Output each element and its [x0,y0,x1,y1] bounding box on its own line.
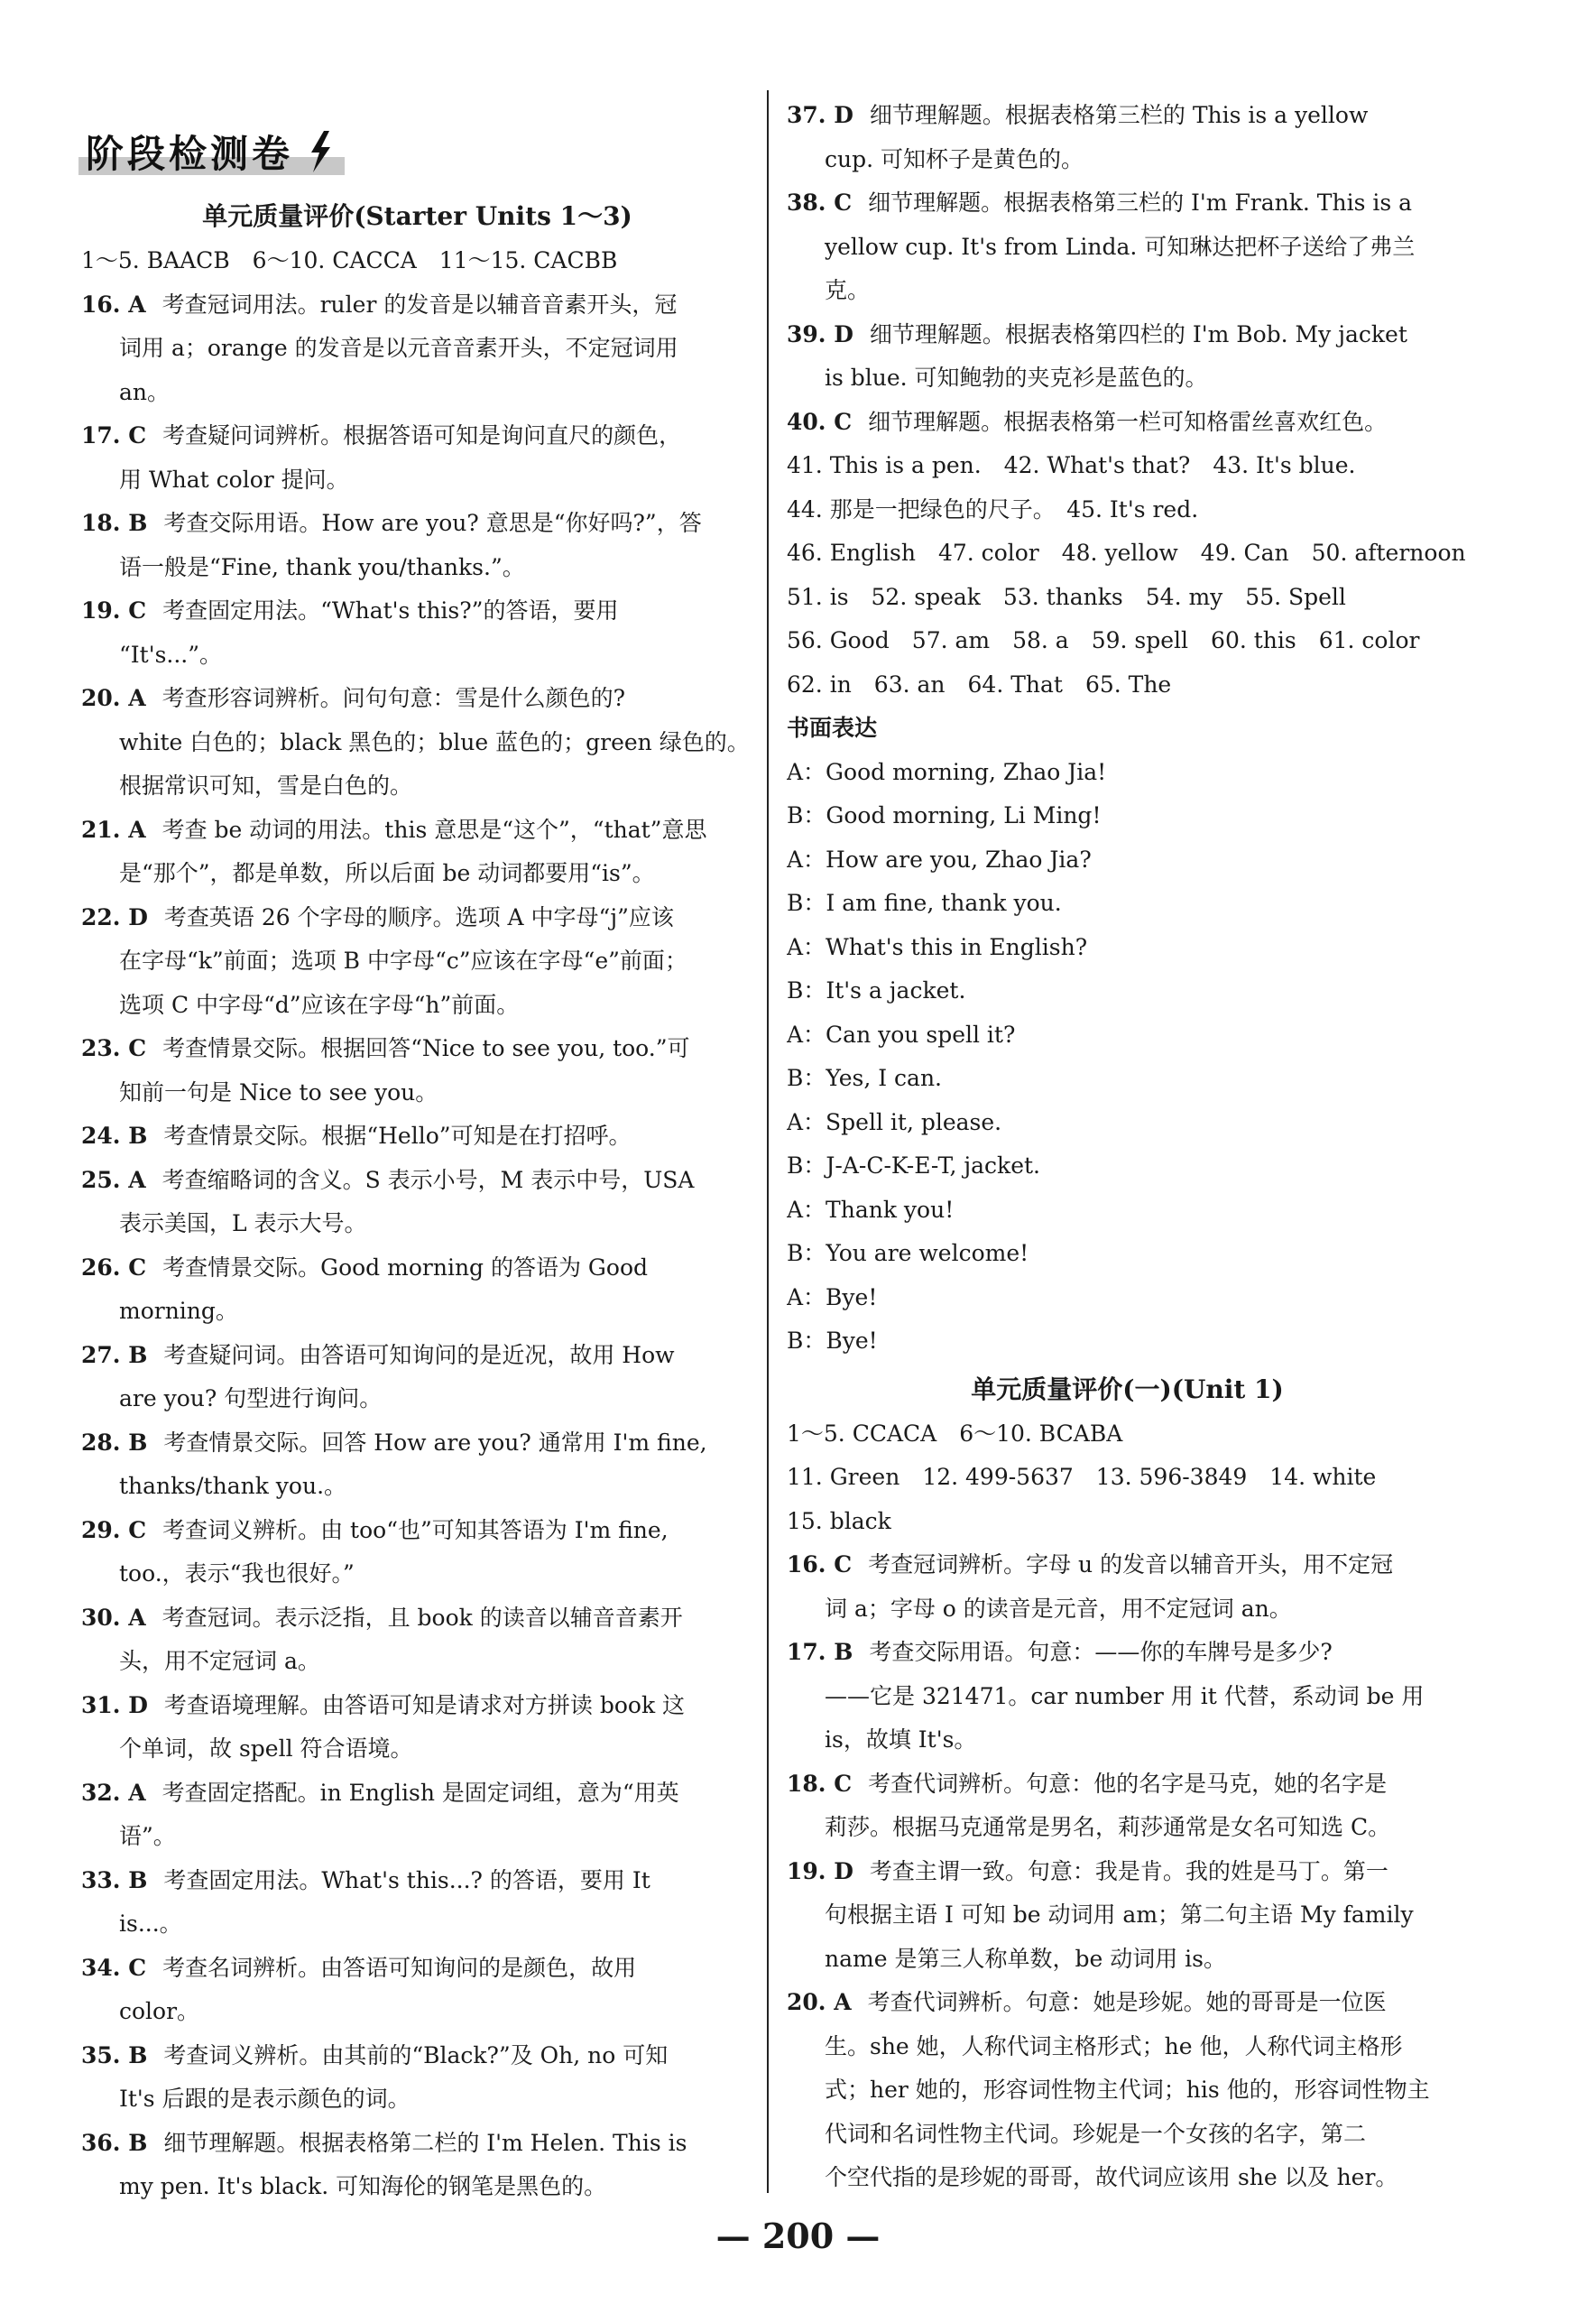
item-number: 24. B [81,1123,148,1149]
item-text: 考查情景交际。根据回答“Nice to see you, too.”可 [162,1035,690,1061]
explanation-item [81,896,753,1028]
item-text: 考查词义辨析。由其前的“Black?”及 Oh, no 可知 [163,2041,669,2068]
item-number: 37. D [787,102,853,128]
item-number: 25. A [81,1166,146,1193]
explanation-first-line [81,1027,753,1071]
item-number: 18. C [787,1770,853,1797]
explanation-first-line [787,94,1468,138]
item-text: 考查形容词辨析。问句句意：雪是什么颜色的? [161,685,626,711]
explanation-first-line [787,401,1468,445]
explanation-line: It's 后跟的是表示颜色的词。 [119,2086,411,2112]
explanation-first-line [81,1509,753,1553]
explanation-first-line [81,2034,753,2078]
dialogue-line: B：J-A-C-K-E-T, jacket. [787,1152,1040,1179]
item-number: 19. D [787,1857,853,1884]
dialogue-line: B：It's a jacket. [787,977,966,1004]
dialogue-line: B：Good morning, Li Ming! [787,802,1102,828]
explanation-line: thanks/thank you.。 [119,1473,347,1499]
explanation-first-line [81,1772,753,1816]
right-explanations-b [787,1543,1468,2200]
item-number: 30. A [81,1604,146,1631]
explanation-first-line [787,1631,1468,1675]
item-number: 27. B [81,1341,148,1368]
explanation-first-line [81,809,753,853]
explanation-item [81,589,753,677]
header-title: 阶段检测卷 [86,132,294,176]
item-text: 考查冠词辨析。字母 u 的发音以辅音开头，用不定冠 [868,1551,1394,1578]
explanation-item [787,1981,1468,2200]
explanation-line: 词用 a；orange 的发音是以元音音素开头，不定冠词用 [119,335,678,361]
explanation-first-line [81,502,753,546]
explanation-item [787,94,1468,181]
explanation-line: my pen. It's black. 可知海伦的钢笔是黑色的。 [119,2173,607,2199]
explanation-line: color。 [119,1998,200,2024]
explanation-line: is...。 [119,1911,182,1937]
explanation-line: 头，用不定冠词 a。 [119,1648,320,1674]
explanation-line: 用 What color 提问。 [119,466,349,493]
section-header [86,125,333,179]
item-text: 考查交际用语。How are you? 意思是“你好吗?”，答 [163,510,702,536]
item-number: 28. B [81,1429,148,1456]
explanation-line: are you? 句型进行询问。 [119,1385,383,1411]
item-number: 16. A [81,291,146,318]
section-title-unit1: 单元质量评价(一)(Unit 1) [971,1374,1284,1404]
dialogue-line: A：What's this in English? [787,933,1088,960]
item-number: 31. D [81,1691,148,1718]
explanation-item [81,1159,753,1246]
explanation-first-line [81,1159,753,1203]
short-answer-line: 62. in 63. an 64. That 65. The [787,671,1172,698]
explanation-item [787,1631,1468,1763]
explanation-line: 知前一句是 Nice to see you。 [119,1078,438,1106]
left-column [81,194,753,2209]
item-number: 16. C [787,1551,853,1578]
explanation-item [81,1246,753,1334]
item-text: 考查情景交际。回答 How are you? 通常用 I'm fine, [163,1429,707,1456]
item-text: 细节理解题。根据表格第一栏可知格雷丝喜欢红色。 [868,408,1388,435]
explanation-first-line [787,1763,1468,1807]
explanation-line: 个单词，故 spell 符合语境。 [119,1735,413,1762]
explanation-line: 在字母“k”前面；选项 B 中字母“c”应该在字母“e”前面； [119,948,687,974]
item-text: 考查英语 26 个字母的顺序。选项 A 中字母“j”应该 [163,903,674,930]
short-answer-line: 46. English 47. color 48. yellow 49. Can 50. afternoon [787,540,1466,566]
explanation-line: an。 [119,378,171,405]
short-answer-line: 56. Good 57. am 58. a 59. spell 60. this 61. color [787,627,1420,653]
item-number: 20. A [81,685,146,711]
page-number: — 200 — [715,2216,881,2256]
right-column [787,94,1468,2200]
explanation-item [81,1596,753,1684]
item-number: 20. A [787,1989,852,2015]
explanation-line: 生。she 她，人称代词主格形式；he 他，人称代词主格形 [825,2032,1403,2059]
right-explanations-a [787,94,1468,444]
item-number: 33. B [81,1866,148,1893]
item-text: 考查代词辨析。句意：她是珍妮。她的哥哥是一位医 [867,1989,1387,2015]
short-answer-line: 51. is 52. speak 53. thanks 54. my 55. Spell [787,583,1346,610]
explanation-item [787,401,1468,445]
explanation-line: 是“那个”，都是单数，所以后面 be 动词都要用“is”。 [119,860,655,886]
explanation-line: yellow cup. It's from Linda. 可知琳达把杯子送给了弗兰 [825,233,1416,260]
dialogue-line: B：Bye! [787,1328,878,1354]
item-number: 22. D [81,903,148,930]
explanation-item [787,1763,1468,1850]
explanation-line: 莉莎。根据马克通常是男名，莉莎通常是女名可知选 C。 [825,1814,1391,1840]
explanation-line: 克。 [825,277,871,303]
explanation-line: 句根据主语 I 可知 be 动词用 am；第二句主语 My family [825,1901,1414,1928]
item-text: 考查情景交际。Good morning 的答语为 Good [162,1254,649,1281]
explanation-line: is blue. 可知鲍勃的夹克衫是蓝色的。 [825,365,1208,391]
item-number: 26. C [81,1254,147,1281]
writing-heading: 书面表达 [787,715,878,741]
dialogue-line: B：Yes, I can. [787,1065,942,1091]
item-text: 细节理解题。根据表格第四栏的 I'm Bob. My jacket [869,320,1407,347]
short-answers [787,444,1468,707]
explanation-item [81,1684,753,1772]
explanation-line: 式；her 她的，形容词性物主代词；his 他的，形容词性物主 [825,2077,1430,2103]
explanation-first-line [787,181,1468,226]
explanation-line: 根据常识可知，雪是白色的。 [119,773,413,799]
item-number: 18. B [81,510,148,536]
dialogue-line: A：Spell it, please. [787,1108,1002,1135]
explanation-item [787,181,1468,313]
item-text: 考查疑问词辨析。根据答语可知是询问直尺的颜色， [162,422,682,449]
explanation-item [81,502,753,589]
item-text: 细节理解题。根据表格第三栏的 This is a yellow [869,102,1369,128]
explanation-item [81,283,753,415]
explanation-line: 表示美国，L 表示大号。 [119,1210,367,1236]
explanation-item [81,677,753,809]
explanation-line: white 白色的；black 黑色的；blue 蓝色的；green 绿色的。 [119,728,750,755]
explanation-first-line [81,1421,753,1466]
answers2-line: 15. black [787,1507,891,1534]
writing-dialogue [787,751,1468,1364]
explanation-item [81,2122,753,2209]
explanation-item [81,2034,753,2122]
explanation-first-line [81,1334,753,1378]
item-text: 考查主谓一致。句意：我是肯。我的姓是马丁。第一 [869,1857,1388,1884]
explanation-item [81,1947,753,2034]
explanation-item [81,1115,753,1159]
item-text: 考查固定用法。“What's this?”的答语，要用 [162,597,619,624]
explanation-item [81,1509,753,1596]
item-number: 21. A [81,816,146,843]
explanation-line: ——它是 321471。car number 用 it 代替，系动词 be 用 [825,1682,1425,1709]
short-answer-line: 44. 那是一把绿色的尺子。 45. It's red. [787,495,1199,523]
item-text: 考查情景交际。根据“Hello”可知是在打招呼。 [163,1123,632,1149]
item-number: 38. C [787,190,853,216]
left-explanations [81,283,753,2209]
item-text: 细节理解题。根据表格第二栏的 I'm Helen. This is [163,2129,687,2156]
explanation-first-line [81,589,753,634]
explanation-first-line [81,2122,753,2166]
item-number: 40. C [787,408,853,435]
explanation-item [81,809,753,896]
item-number: 34. C [81,1954,147,1981]
item-text: 考查词义辨析。由 too“也”可知其答语为 I'm fine, [162,1516,669,1543]
explanation-line: 词 a；字母 o 的读音是元音，用不定冠词 an。 [825,1595,1292,1622]
explanation-item [81,1334,753,1421]
explanation-item [787,1543,1468,1631]
explanation-line: 语一般是“Fine, thank you/thanks.”。 [119,553,525,580]
item-number: 35. B [81,2041,148,2068]
explanation-line: is，故填 It's。 [825,1726,977,1753]
item-number: 32. A [81,1779,146,1806]
explanation-item [81,1772,753,1859]
explanation-line: 个空代指的是珍妮的哥哥，故代词应该用 she 以及 her。 [825,2164,1398,2190]
explanation-first-line [787,1543,1468,1587]
item-number: 39. D [787,320,853,347]
explanation-line: 语”。 [119,1823,176,1849]
item-number: 36. B [81,2129,148,2156]
dialogue-line: A：Thank you! [787,1196,955,1223]
explanation-first-line [81,1859,753,1903]
item-text: 考查固定用法。What's this...? 的答语，要用 It [163,1866,650,1893]
explanation-first-line [81,1115,753,1159]
explanation-first-line [81,1246,753,1291]
explanation-first-line [787,313,1468,357]
explanation-first-line [81,1684,753,1728]
item-number: 19. C [81,597,147,624]
dialogue-line: A：Can you spell it? [787,1021,1016,1048]
item-text: 考查 be 动词的用法。this 意思是“这个”，“that”意思 [161,816,707,843]
lightning-icon [306,131,333,172]
item-number: 23. C [81,1035,147,1061]
explanation-item [81,1027,753,1115]
explanation-item [81,1859,753,1947]
item-number: 29. C [81,1516,147,1543]
answers2-line: 1～5. CCACA 6～10. BCABA [787,1420,1123,1447]
item-text: 考查冠词用法。ruler 的发音是以辅音音素开头，冠 [161,291,678,318]
item-text: 考查名词辨析。由答语可知询问的是颜色，故用 [162,1954,637,1981]
dialogue-line: A：Bye! [787,1283,878,1310]
explanation-line: 代词和名词性物主代词。珍妮是一个女孩的名字，第二 [825,2120,1367,2147]
item-number: 17. B [787,1639,853,1665]
section-title-starter: 单元质量评价(Starter Units 1～3) [202,201,632,231]
item-text: 考查冠词。表示泛指，且 book 的读音以辅音音素开 [161,1604,683,1631]
explanation-item [787,313,1468,401]
explanation-line: “It's...”。 [119,641,223,668]
explanation-first-line [787,1981,1468,2025]
item-text: 细节理解题。根据表格第三栏的 I'm Frank. This is a [868,190,1413,216]
explanation-item [787,1850,1468,1982]
explanation-line: 选项 C 中字母“d”应该在字母“h”前面。 [119,991,520,1018]
item-text: 考查语境理解。由答语可知是请求对方拼读 book 这 [163,1691,686,1718]
answers-1-15: 1～5. BAACB 6～10. CACCA 11～15. CACBB [81,247,618,273]
column-divider [767,90,769,2193]
answers2-line: 11. Green 12. 499-5637 13. 596-3849 14. white [787,1464,1377,1490]
explanation-first-line [81,1596,753,1641]
item-text: 考查疑问词。由答语可知询问的是近况，故用 How [163,1341,675,1368]
item-text: 考查固定搭配。in English 是固定词组，意为“用英 [161,1779,679,1806]
dialogue-line: A：How are you, Zhao Jia? [787,846,1092,873]
explanation-item [81,1421,753,1509]
item-text: 考查代词辨析。句意：他的名字是马克，她的名字是 [868,1770,1388,1797]
explanation-first-line [81,677,753,721]
explanation-first-line [81,896,753,940]
dialogue-line: B：You are welcome! [787,1240,1029,1266]
explanation-first-line [81,1947,753,1991]
item-text: 考查缩略词的含义。S 表示小号，M 表示中号，USA [161,1166,695,1193]
explanation-line: name 是第三人称单数，be 动词用 is。 [825,1945,1226,1972]
explanation-line: morning。 [119,1298,238,1324]
explanation-line: too.，表示“我也很好。” [119,1560,355,1587]
item-text: 考查交际用语。句意：——你的车牌号是多少? [869,1639,1333,1665]
explanation-first-line [81,283,753,328]
explanation-line: cup. 可知杯子是黄色的。 [825,145,1084,172]
short-answer-line: 41. This is a pen. 42. What's that? 43. It's blue. [787,452,1356,478]
explanation-first-line [787,1850,1468,1894]
dialogue-line: B：I am fine, thank you. [787,890,1062,916]
explanation-first-line [81,414,753,458]
item-number: 17. C [81,422,147,449]
explanation-item [81,414,753,502]
dialogue-line: A：Good morning, Zhao Jia! [787,758,1107,785]
